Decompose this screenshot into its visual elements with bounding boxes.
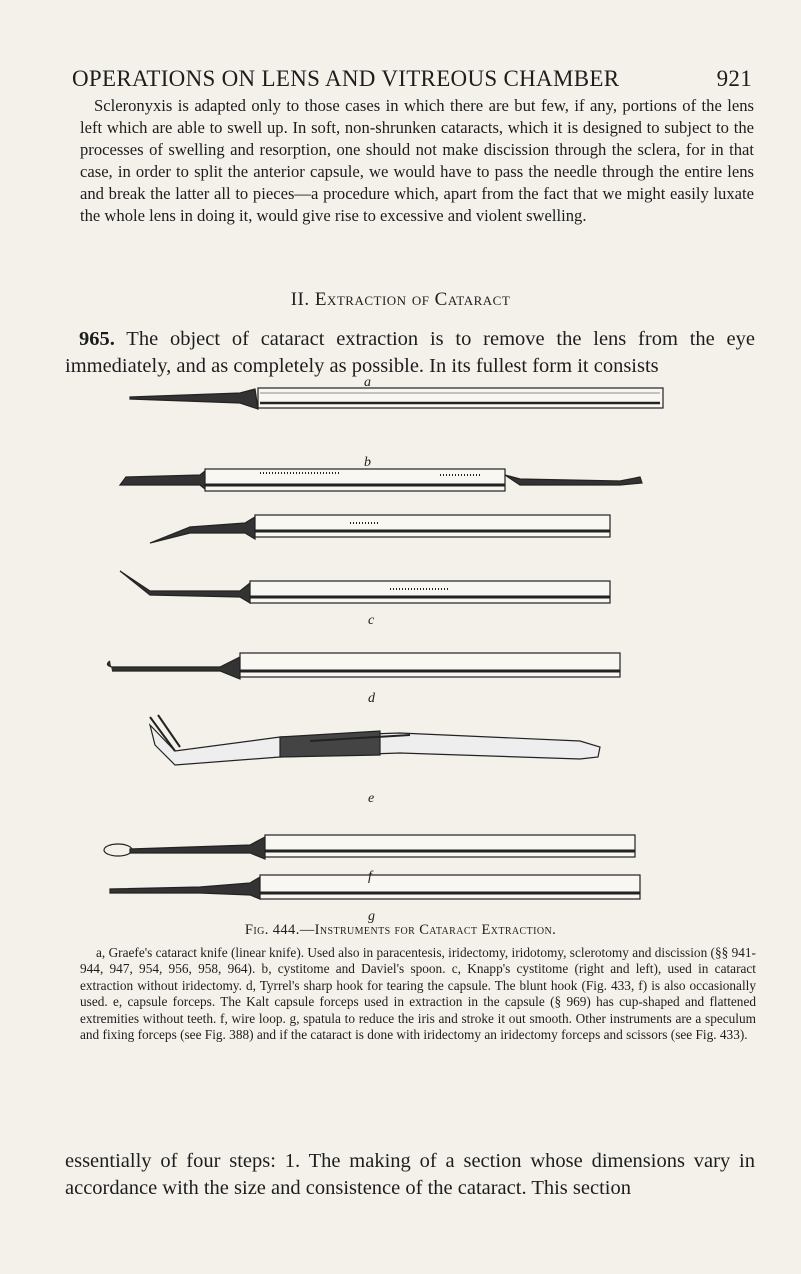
figure-title: Fig. 444.—Instruments for Cataract Extraction. — [244, 922, 557, 938]
running-head — [72, 66, 752, 92]
figure-label-c: c — [368, 613, 375, 628]
graefe-knife-drawing — [130, 388, 663, 409]
instruments-illustration — [80, 385, 720, 910]
tyrrel-hook-drawing — [107, 653, 620, 679]
knapp-cystitome-drawing — [120, 515, 610, 603]
figure-label-f: f — [368, 869, 372, 884]
wire-loop-drawing — [104, 835, 635, 859]
spatula-drawing — [110, 875, 640, 899]
section-number: 965. — [79, 328, 115, 350]
cystitome-spoon-drawing — [120, 469, 642, 491]
figure-label-a: a — [364, 375, 371, 390]
instrument-figure — [80, 375, 720, 924]
closing-paragraph: essentially of four steps: 1. The making of a section whose dimensions vary in accordance with the size and consistence of the cataract. This section — [65, 1150, 755, 1199]
figure-caption: a, Graefe's cataract knife (linear knife). Used also in paracentesis, iridectomy, iridotomy, sclerotomy and discission (§§ 941-944, 947, 954, 956, 958, 964). b, cystitome and Daviel's spoon. c, Knapp's cystitome (right and left), used in cataract extraction without iridectomy. d, Tyrrel's sharp hook for tearing the capsule. The blunt hook (Fig. 433, f) is also occasionally used. e, capsule forceps. The Kalt capsule forceps used in extraction in the capsule (§ 969) has cup-shaped and flattened extremities without teeth. f, wire loop. g, spatula to reduce the iris and stroke it out smooth. Other instruments are a speculum and fixing forceps (see Fig. 388) and if the cataract is done with iridectomy an iridectomy forceps and scissors (see Fig. 433). — [80, 945, 756, 1043]
figure-label-e: e — [368, 791, 375, 806]
lead-paragraph-text: The object of cataract extraction is to remove the lens from the eye immediately, and as completely as possible. In its fullest form it consists — [65, 328, 755, 377]
figure-label-b: b — [364, 455, 371, 470]
section-heading: II. Extraction of Cataract — [290, 289, 511, 310]
figure-label-d: d — [368, 691, 375, 706]
figure-label-g: g — [368, 909, 375, 924]
paragraph-scleronyxis: Scleronyxis is adapted only to those cases in which there are but few, if any, portions of the lens left which are able to swell up. In soft, non-shrunken cataracts, which it is designed to subject to the processes of swelling and resorption, one should not make discission through the sclera, for in that case, in order to split the anterior capsule, we would have to pass the needle through the entire lens and break the latter all to pieces—a procedure which, apart from the fact that we might easily luxate the whole lens in doing it, would give rise to excessive and violent swelling. — [80, 96, 754, 225]
page-number: 921 — [716, 66, 752, 91]
lead-paragraph — [65, 326, 755, 380]
capsule-forceps-drawing — [150, 715, 600, 765]
running-head-title: OPERATIONS ON LENS AND VITREOUS CHAMBER — [72, 66, 620, 91]
